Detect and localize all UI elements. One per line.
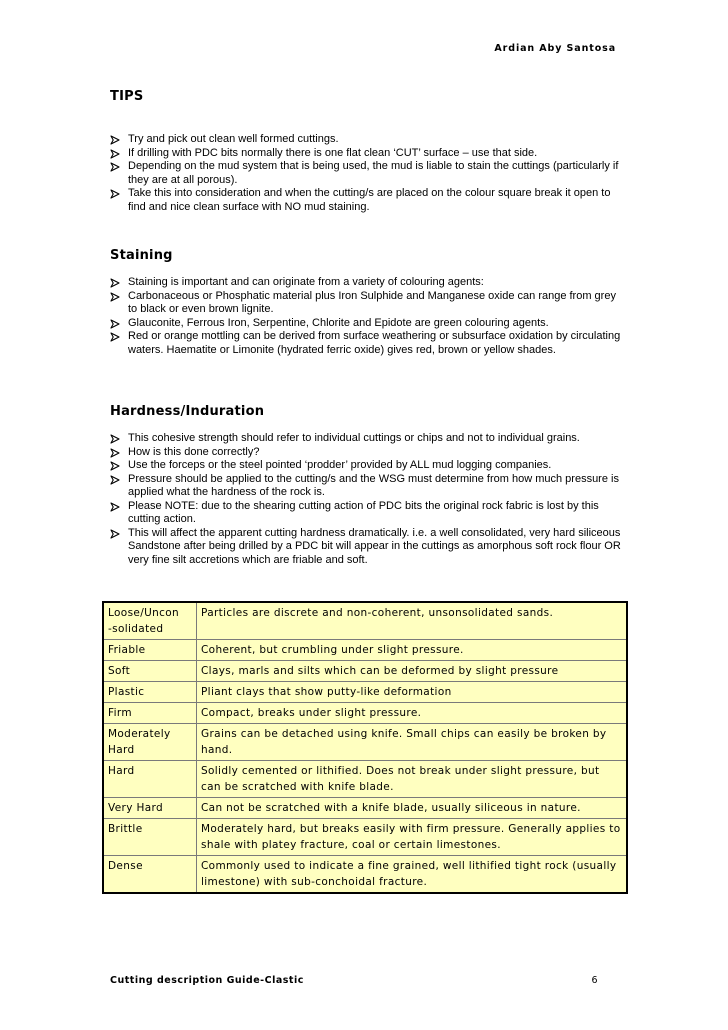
hardness-table — [102, 601, 628, 894]
table-cell-term: Firm — [103, 703, 197, 724]
page-header-author: Ardian Aby Santosa — [494, 43, 616, 54]
list-item: Take this into consideration and when the cutting/s are placed on the colour square break it open to find and nice clean surface with NO mud staining. — [110, 187, 622, 214]
table-cell-term: Loose/Uncon -solidated — [103, 602, 197, 640]
list-item: Use the forceps or the steel pointed ‘prodder’ provided by ALL mud logging companies. — [110, 459, 622, 473]
table-cell-description: Can not be scratched with a knife blade, usually siliceous in nature. — [197, 798, 628, 819]
table-row — [103, 640, 627, 661]
hardness-section — [110, 404, 622, 567]
arrow-bullet-icon — [110, 500, 120, 512]
table-row — [103, 724, 627, 761]
table-row — [103, 761, 627, 798]
staining-list — [110, 276, 622, 357]
table-cell-description: Coherent, but crumbling under slight pressure. — [197, 640, 628, 661]
table-cell-term: Moderately Hard — [103, 724, 197, 761]
arrow-bullet-icon — [110, 432, 120, 444]
table-cell-description: Grains can be detached using knife. Small chips can easily be broken by hand. — [197, 724, 628, 761]
list-item: Please NOTE: due to the shearing cutting action of PDC bits the original rock fabric is lost by this cutting action. — [110, 500, 622, 527]
table-row — [103, 856, 627, 894]
staining-section — [110, 248, 622, 357]
arrow-bullet-icon — [110, 133, 120, 145]
hardness-list — [110, 432, 622, 567]
arrow-bullet-icon — [110, 446, 120, 458]
table-cell-term: Plastic — [103, 682, 197, 703]
table-cell-description: Compact, breaks under slight pressure. — [197, 703, 628, 724]
table-cell-description: Commonly used to indicate a fine grained, well lithified tight rock (usually limestone) with sub-conchoidal fracture. — [197, 856, 628, 894]
arrow-bullet-icon — [110, 147, 120, 159]
list-item: If drilling with PDC bits normally there is one flat clean ‘CUT’ surface – use that side. — [110, 147, 622, 161]
arrow-bullet-icon — [110, 317, 120, 329]
table-cell-description: Moderately hard, but breaks easily with firm pressure. Generally applies to shale with platey fracture, coal or certain limestones. — [197, 819, 628, 856]
list-item: Red or orange mottling can be derived from surface weathering or subsurface oxidation by circulating waters. Haematite or Limonite (hydrated ferric oxide) gives red, brown or yellow shades. — [110, 330, 622, 357]
arrow-bullet-icon — [110, 473, 120, 485]
list-item: Depending on the mud system that is being used, the mud is liable to stain the cuttings (particularly if they are at all porous). — [110, 160, 622, 187]
list-item: Try and pick out clean well formed cuttings. — [110, 133, 622, 147]
table-row — [103, 798, 627, 819]
list-item: This cohesive strength should refer to individual cuttings or chips and not to individual grains. — [110, 432, 622, 446]
table-cell-description: Particles are discrete and non-coherent, unsonsolidated sands. — [197, 602, 628, 640]
page-footer — [110, 975, 598, 986]
table-row — [103, 703, 627, 724]
table-cell-term: Dense — [103, 856, 197, 894]
table-row — [103, 819, 627, 856]
arrow-bullet-icon — [110, 276, 120, 288]
table-row — [103, 602, 627, 640]
arrow-bullet-icon — [110, 290, 120, 302]
table-row — [103, 661, 627, 682]
arrow-bullet-icon — [110, 160, 120, 172]
table-cell-term: Friable — [103, 640, 197, 661]
table-cell-term: Soft — [103, 661, 197, 682]
tips-list — [110, 133, 622, 214]
table-cell-description: Solidly cemented or lithified. Does not break under slight pressure, but can be scratched with knife blade. — [197, 761, 628, 798]
list-item: Staining is important and can originate from a variety of colouring agents: — [110, 276, 622, 290]
table-row — [103, 682, 627, 703]
table-cell-term: Brittle — [103, 819, 197, 856]
arrow-bullet-icon — [110, 330, 120, 342]
tips-section — [110, 89, 622, 214]
list-item: Pressure should be applied to the cutting/s and the WSG must determine from how much pressure is applied what the hardness of the rock is. — [110, 473, 622, 500]
page-number: 6 — [591, 975, 598, 986]
table-cell-term: Very Hard — [103, 798, 197, 819]
list-item: Glauconite, Ferrous Iron, Serpentine, Chlorite and Epidote are green colouring agents. — [110, 317, 622, 331]
hardness-heading: Hardness/Induration — [110, 404, 265, 419]
table-cell-description: Pliant clays that show putty-like deformation — [197, 682, 628, 703]
list-item: Carbonaceous or Phosphatic material plus Iron Sulphide and Manganese oxide can range from grey to black or even brown lignite. — [110, 290, 622, 317]
tips-heading: TIPS — [110, 89, 144, 104]
arrow-bullet-icon — [110, 527, 120, 539]
staining-heading: Staining — [110, 248, 173, 263]
list-item: This will affect the apparent cutting hardness dramatically. i.e. a well consolidated, very hard siliceous Sandstone after being drilled by a PDC bit will appear in the cuttings as amorphous soft rock flour OR very fine silt accretions which are friable and soft. — [110, 527, 622, 568]
arrow-bullet-icon — [110, 459, 120, 471]
footer-title: Cutting description Guide-Clastic — [110, 975, 304, 986]
arrow-bullet-icon — [110, 187, 120, 199]
table-cell-term: Hard — [103, 761, 197, 798]
table-cell-description: Clays, marls and silts which can be deformed by slight pressure — [197, 661, 628, 682]
list-item: How is this done correctly? — [110, 446, 622, 460]
